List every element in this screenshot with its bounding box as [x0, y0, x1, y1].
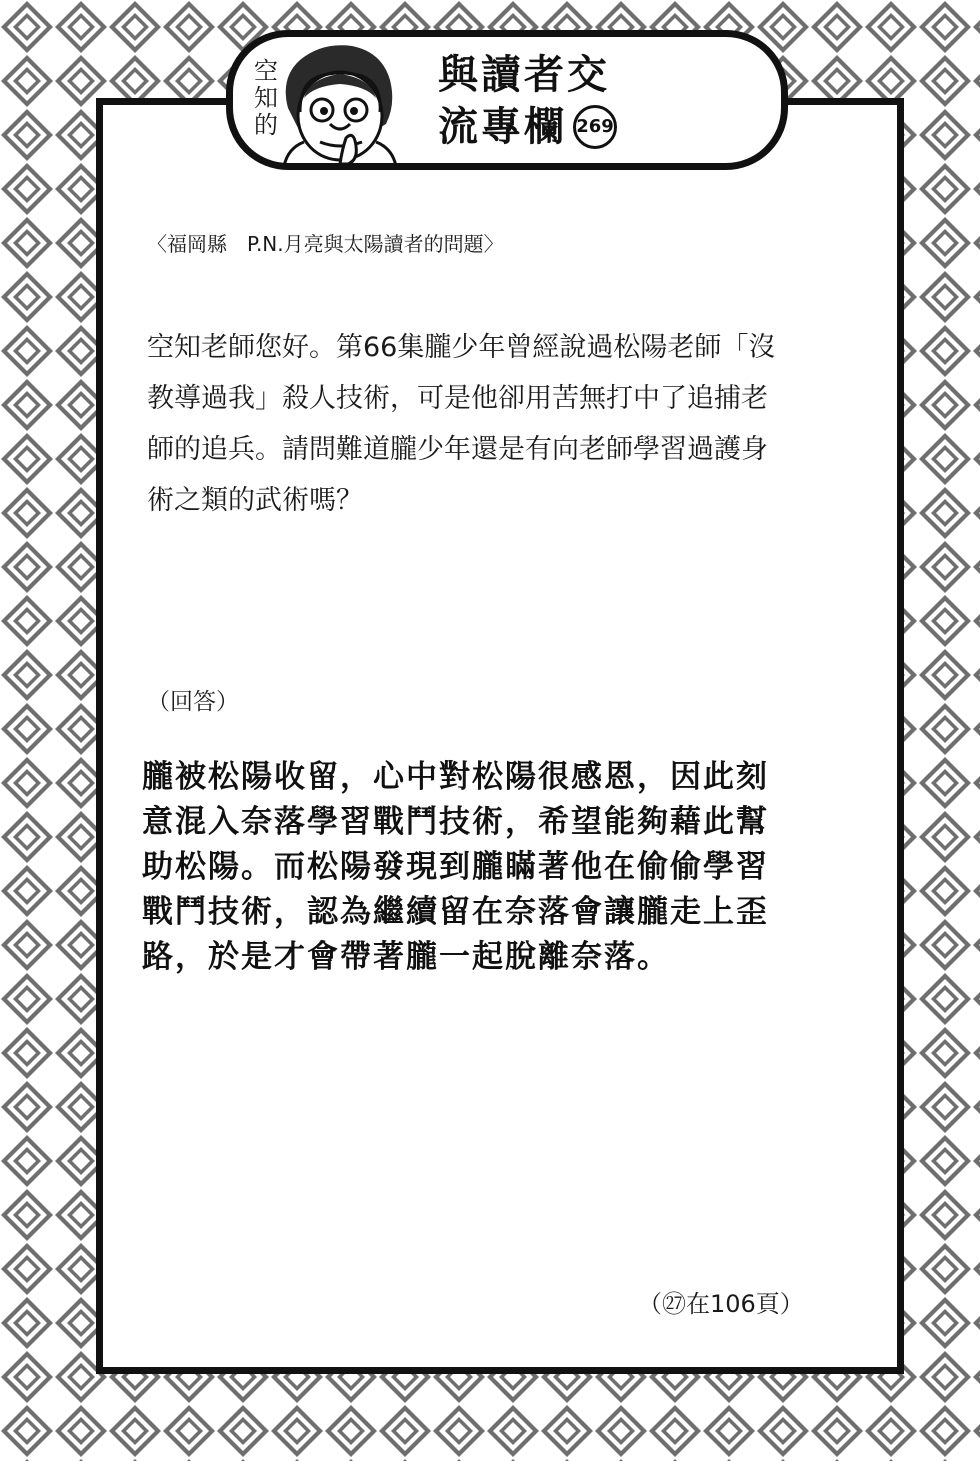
- column-title-line-2: [438, 104, 617, 150]
- content-frame: [96, 98, 904, 1374]
- column-title-text: 流專欄: [438, 104, 567, 150]
- column-author-label: 空知的: [254, 57, 278, 139]
- answer-label: （回答）: [147, 689, 239, 715]
- author-caricature-illustration: [270, 38, 410, 166]
- answer-text: 朧被松陽收留，心中對松陽很感恩，因此刻 意混入奈落學習戰鬥技術，希望能夠藉此幫 助松陽。而松陽發現到朧瞞著他在偷偷學習 戰鬥技術，認為繼續留在奈落會讓朧走上歪 路，於是才會帶著朧一起脫離奈落。: [142, 759, 769, 975]
- column-title: 與讀者交: [438, 52, 610, 98]
- continuation-note: （㉗在106頁）: [638, 1290, 804, 1318]
- question-text: 空知老師您好。第66集朧少年曾經說過松陽老師「沒 教導過我」殺人技術，可是他卻用苦無打中了追捕老 師的追兵。請問難道朧少年還是有向老師學習過護身 術之類的武術嗎？: [147, 332, 776, 516]
- issue-number-badge: 269: [573, 105, 617, 149]
- question-source: 〈福岡縣 P.N.月亮與太陽讀者的問題〉: [147, 232, 504, 256]
